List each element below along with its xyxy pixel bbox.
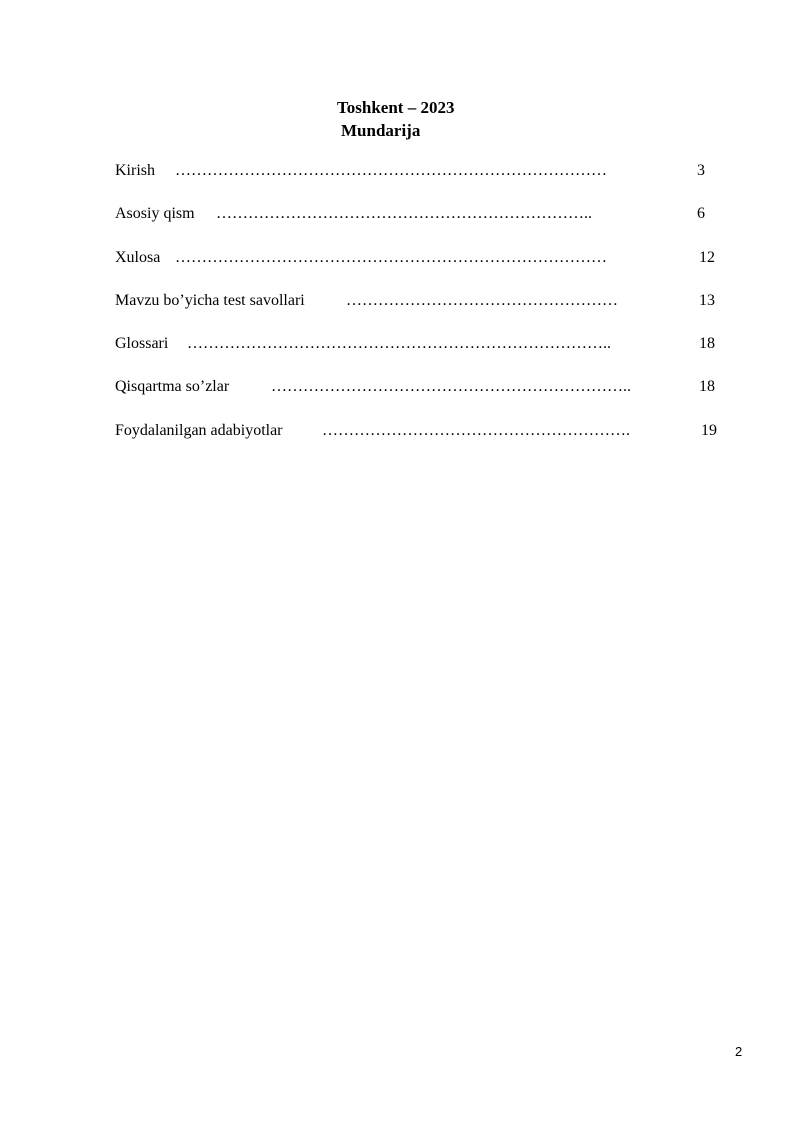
toc-entry-title: Glossari <box>115 335 169 353</box>
toc-entry-test-savollari <box>115 292 725 335</box>
toc-entry-page: 3 <box>697 162 705 179</box>
toc-entry-page: 18 <box>699 378 715 396</box>
toc-entry-qisqartma-sozlar <box>115 378 725 421</box>
table-of-contents <box>115 162 725 465</box>
table-of-contents-heading: Mundarija <box>341 121 421 140</box>
toc-entry-page: 19 <box>701 421 717 439</box>
toc-entry-xulosa <box>115 249 725 292</box>
toc-entry-leader: …………………………………………………………………….. <box>187 335 611 353</box>
toc-entry-page: 6 <box>697 205 705 223</box>
toc-entry-leader: …………………………………………………. <box>322 421 630 439</box>
toc-entry-leader: ……………………………………………………………………… <box>175 248 607 266</box>
toc-entry-kirish <box>115 162 725 205</box>
toc-entry-leader: …………………………………………………………….. <box>216 205 592 223</box>
toc-entry-leader: ……………………………………………………………………… <box>175 162 607 179</box>
toc-entry-title: Asosiy qism <box>115 205 195 223</box>
toc-entry-title: Foydalanilgan adabiyotlar <box>115 421 283 439</box>
toc-entry-leader: ………………………………………………………….. <box>271 378 631 396</box>
toc-entry-title: Kirish <box>115 162 155 179</box>
toc-entry-glossari <box>115 335 725 378</box>
page-number: 2 <box>735 1044 743 1059</box>
toc-entry-page: 18 <box>699 335 715 353</box>
toc-entry-page: 12 <box>699 248 715 266</box>
toc-entry-title: Xulosa <box>115 248 161 266</box>
toc-entry-page: 13 <box>699 291 715 309</box>
city-year-heading: Toshkent – 2023 <box>337 98 455 117</box>
toc-entry-leader: …………………………………………… <box>346 291 618 309</box>
toc-entry-foydalanilgan-adabiyotlar <box>115 422 725 465</box>
toc-entry-title: Qisqartma so’zlar <box>115 378 230 396</box>
toc-entry-title: Mavzu bo’yicha test savollari <box>115 291 305 309</box>
toc-entry-asosiy-qism <box>115 205 725 248</box>
